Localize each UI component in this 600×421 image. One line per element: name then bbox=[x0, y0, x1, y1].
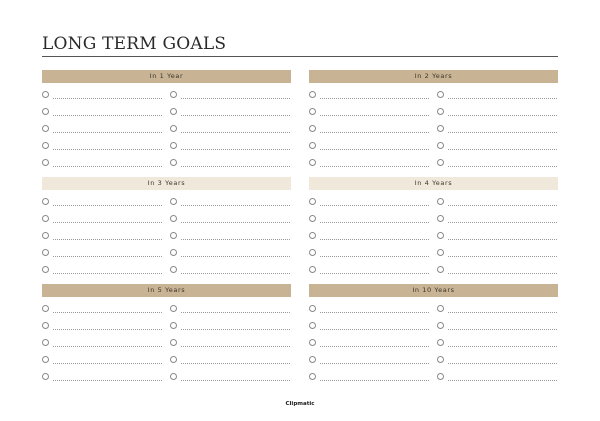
goal-rows bbox=[309, 88, 558, 173]
goal-write-line[interactable] bbox=[320, 363, 429, 364]
goal-checkbox[interactable] bbox=[309, 91, 316, 98]
section-header: In 1 Year bbox=[42, 70, 291, 83]
goal-write-line[interactable] bbox=[320, 205, 429, 206]
goal-write-line[interactable] bbox=[448, 256, 557, 257]
goal-checkbox[interactable] bbox=[309, 142, 316, 149]
goal-checkbox[interactable] bbox=[170, 142, 177, 149]
goal-write-line[interactable] bbox=[320, 380, 429, 381]
goal-checkbox[interactable] bbox=[437, 339, 444, 346]
goal-item bbox=[437, 229, 557, 246]
goal-checkbox[interactable] bbox=[309, 339, 316, 346]
goal-section-in-3-years bbox=[42, 177, 291, 280]
goal-item bbox=[170, 246, 290, 263]
goal-write-line[interactable] bbox=[448, 346, 557, 347]
goal-checkbox[interactable] bbox=[42, 373, 49, 380]
goal-item bbox=[42, 370, 162, 387]
goal-checkbox[interactable] bbox=[170, 305, 177, 312]
goal-write-line[interactable] bbox=[448, 132, 557, 133]
goal-write-line[interactable] bbox=[448, 98, 557, 99]
goal-write-line[interactable] bbox=[448, 115, 557, 116]
goal-item bbox=[309, 229, 429, 246]
goal-write-line[interactable] bbox=[181, 256, 290, 257]
goal-item bbox=[170, 212, 290, 229]
goal-checkbox[interactable] bbox=[170, 198, 177, 205]
goal-checkbox[interactable] bbox=[437, 266, 444, 273]
goal-item bbox=[42, 105, 162, 122]
goal-write-line[interactable] bbox=[53, 166, 162, 167]
goal-write-line[interactable] bbox=[53, 132, 162, 133]
goal-item bbox=[437, 122, 557, 139]
goal-item bbox=[170, 353, 290, 370]
goal-column bbox=[170, 302, 290, 387]
goal-item bbox=[42, 139, 162, 156]
goal-item bbox=[42, 319, 162, 336]
goal-item bbox=[170, 263, 290, 280]
section-header: In 3 Years bbox=[42, 177, 291, 190]
goal-item bbox=[437, 139, 557, 156]
goal-checkbox[interactable] bbox=[42, 108, 49, 115]
goal-checkbox[interactable] bbox=[437, 159, 444, 166]
goal-write-line[interactable] bbox=[320, 98, 429, 99]
page-title: LONG TERM GOALS bbox=[42, 34, 227, 54]
goal-write-line[interactable] bbox=[448, 273, 557, 274]
goal-write-line[interactable] bbox=[53, 312, 162, 313]
goal-item bbox=[42, 212, 162, 229]
goal-checkbox[interactable] bbox=[42, 266, 49, 273]
goal-write-line[interactable] bbox=[181, 115, 290, 116]
goal-column bbox=[437, 302, 557, 387]
goal-item bbox=[437, 370, 557, 387]
goal-checkbox[interactable] bbox=[170, 322, 177, 329]
goal-checkbox[interactable] bbox=[309, 159, 316, 166]
goal-write-line[interactable] bbox=[53, 98, 162, 99]
goal-item bbox=[170, 336, 290, 353]
goal-write-line[interactable] bbox=[181, 273, 290, 274]
goal-item bbox=[42, 229, 162, 246]
goal-checkbox[interactable] bbox=[309, 356, 316, 363]
goal-column bbox=[437, 88, 557, 173]
goal-column bbox=[42, 302, 162, 387]
goal-write-line[interactable] bbox=[53, 115, 162, 116]
goal-column bbox=[42, 88, 162, 173]
goal-checkbox[interactable] bbox=[170, 339, 177, 346]
brand-logo: Clipmatic bbox=[285, 401, 315, 407]
goal-checkbox[interactable] bbox=[170, 249, 177, 256]
goal-item bbox=[170, 229, 290, 246]
goal-write-line[interactable] bbox=[181, 205, 290, 206]
goal-checkbox[interactable] bbox=[170, 125, 177, 132]
goal-write-line[interactable] bbox=[181, 149, 290, 150]
goal-item bbox=[42, 195, 162, 212]
goal-checkbox[interactable] bbox=[42, 142, 49, 149]
goal-checkbox[interactable] bbox=[437, 232, 444, 239]
goal-write-line[interactable] bbox=[320, 273, 429, 274]
goal-write-line[interactable] bbox=[320, 222, 429, 223]
goal-item bbox=[437, 353, 557, 370]
goal-checkbox[interactable] bbox=[437, 108, 444, 115]
title-divider bbox=[42, 56, 558, 57]
goal-checkbox[interactable] bbox=[437, 198, 444, 205]
goal-checkbox[interactable] bbox=[309, 373, 316, 380]
goal-item bbox=[309, 88, 429, 105]
goal-section-in-1-year bbox=[42, 70, 291, 173]
goal-item bbox=[437, 195, 557, 212]
goal-column bbox=[437, 195, 557, 280]
goal-section-in-5-years bbox=[42, 284, 291, 387]
goal-checkbox[interactable] bbox=[170, 356, 177, 363]
goal-item bbox=[42, 122, 162, 139]
goal-checkbox[interactable] bbox=[437, 215, 444, 222]
goal-write-line[interactable] bbox=[53, 329, 162, 330]
goal-write-line[interactable] bbox=[181, 98, 290, 99]
goal-checkbox[interactable] bbox=[42, 198, 49, 205]
goal-item bbox=[309, 156, 429, 173]
goal-write-line[interactable] bbox=[320, 329, 429, 330]
goal-write-line[interactable] bbox=[448, 149, 557, 150]
goal-checkbox[interactable] bbox=[437, 91, 444, 98]
goal-checkbox[interactable] bbox=[42, 305, 49, 312]
goal-write-line[interactable] bbox=[53, 239, 162, 240]
goal-checkbox[interactable] bbox=[309, 305, 316, 312]
goal-item bbox=[170, 195, 290, 212]
section-header: In 5 Years bbox=[42, 284, 291, 297]
goal-checkbox[interactable] bbox=[309, 215, 316, 222]
goal-item bbox=[42, 246, 162, 263]
goal-write-line[interactable] bbox=[320, 346, 429, 347]
goal-item bbox=[309, 139, 429, 156]
goal-write-line[interactable] bbox=[181, 222, 290, 223]
goal-item bbox=[309, 370, 429, 387]
goal-checkbox[interactable] bbox=[437, 356, 444, 363]
goal-checkbox[interactable] bbox=[309, 266, 316, 273]
goal-write-line[interactable] bbox=[53, 380, 162, 381]
goal-section-in-10-years bbox=[309, 284, 558, 387]
goal-item bbox=[170, 105, 290, 122]
goal-rows bbox=[42, 195, 291, 280]
goal-write-line[interactable] bbox=[448, 380, 557, 381]
goal-checkbox[interactable] bbox=[42, 125, 49, 132]
goal-checkbox[interactable] bbox=[42, 159, 49, 166]
goal-write-line[interactable] bbox=[448, 205, 557, 206]
goal-write-line[interactable] bbox=[53, 149, 162, 150]
goal-checkbox[interactable] bbox=[437, 305, 444, 312]
goal-write-line[interactable] bbox=[181, 132, 290, 133]
goal-write-line[interactable] bbox=[181, 239, 290, 240]
goal-checkbox[interactable] bbox=[170, 215, 177, 222]
goal-write-line[interactable] bbox=[448, 363, 557, 364]
goal-write-line[interactable] bbox=[320, 149, 429, 150]
goal-item bbox=[309, 212, 429, 229]
goal-checkbox[interactable] bbox=[42, 249, 49, 256]
goal-column bbox=[309, 302, 429, 387]
goal-checkbox[interactable] bbox=[42, 215, 49, 222]
goal-checkbox[interactable] bbox=[42, 322, 49, 329]
goal-item bbox=[42, 88, 162, 105]
goal-item bbox=[170, 370, 290, 387]
goal-column bbox=[309, 88, 429, 173]
goal-item bbox=[309, 195, 429, 212]
goal-column bbox=[42, 195, 162, 280]
goal-write-line[interactable] bbox=[320, 239, 429, 240]
goal-column bbox=[309, 195, 429, 280]
goal-checkbox[interactable] bbox=[437, 373, 444, 380]
goal-item bbox=[42, 263, 162, 280]
goal-item bbox=[437, 156, 557, 173]
goal-checkbox[interactable] bbox=[42, 91, 49, 98]
goal-checkbox[interactable] bbox=[170, 108, 177, 115]
goal-write-line[interactable] bbox=[53, 205, 162, 206]
goal-write-line[interactable] bbox=[448, 222, 557, 223]
goal-item bbox=[437, 302, 557, 319]
goal-item bbox=[437, 319, 557, 336]
goal-checkbox[interactable] bbox=[309, 249, 316, 256]
goal-write-line[interactable] bbox=[320, 256, 429, 257]
goal-checkbox[interactable] bbox=[309, 322, 316, 329]
goal-checkbox[interactable] bbox=[437, 142, 444, 149]
goal-write-line[interactable] bbox=[181, 380, 290, 381]
goal-item bbox=[309, 336, 429, 353]
goal-column bbox=[170, 195, 290, 280]
goal-write-line[interactable] bbox=[53, 273, 162, 274]
goal-item bbox=[42, 353, 162, 370]
goal-checkbox[interactable] bbox=[170, 373, 177, 380]
goal-write-line[interactable] bbox=[320, 166, 429, 167]
goal-section-in-2-years bbox=[309, 70, 558, 173]
goal-item bbox=[170, 319, 290, 336]
goal-write-line[interactable] bbox=[320, 132, 429, 133]
goal-checkbox[interactable] bbox=[170, 266, 177, 273]
goal-item bbox=[309, 105, 429, 122]
goal-rows bbox=[309, 195, 558, 280]
goal-checkbox[interactable] bbox=[309, 198, 316, 205]
goal-item bbox=[309, 122, 429, 139]
goal-write-line[interactable] bbox=[53, 363, 162, 364]
goal-checkbox[interactable] bbox=[309, 108, 316, 115]
goal-write-line[interactable] bbox=[448, 166, 557, 167]
goal-item bbox=[170, 88, 290, 105]
goal-item bbox=[309, 319, 429, 336]
goal-write-line[interactable] bbox=[53, 256, 162, 257]
goal-checkbox[interactable] bbox=[42, 356, 49, 363]
goal-checkbox[interactable] bbox=[42, 232, 49, 239]
goal-write-line[interactable] bbox=[448, 312, 557, 313]
goal-item bbox=[170, 139, 290, 156]
goal-write-line[interactable] bbox=[320, 312, 429, 313]
goal-checkbox[interactable] bbox=[170, 91, 177, 98]
goal-item bbox=[42, 302, 162, 319]
goal-item bbox=[170, 302, 290, 319]
goal-rows bbox=[42, 88, 291, 173]
goal-write-line[interactable] bbox=[448, 239, 557, 240]
goal-item bbox=[170, 156, 290, 173]
goal-write-line[interactable] bbox=[181, 312, 290, 313]
goal-checkbox[interactable] bbox=[309, 232, 316, 239]
goal-column bbox=[170, 88, 290, 173]
goal-write-line[interactable] bbox=[181, 363, 290, 364]
goal-checkbox[interactable] bbox=[170, 232, 177, 239]
goal-item bbox=[309, 302, 429, 319]
goal-write-line[interactable] bbox=[53, 346, 162, 347]
goal-checkbox[interactable] bbox=[437, 322, 444, 329]
goal-item bbox=[437, 212, 557, 229]
goal-item bbox=[437, 88, 557, 105]
goal-item bbox=[309, 353, 429, 370]
goal-item bbox=[437, 105, 557, 122]
goal-rows bbox=[309, 302, 558, 387]
goal-write-line[interactable] bbox=[448, 329, 557, 330]
goal-write-line[interactable] bbox=[53, 222, 162, 223]
goal-item bbox=[309, 263, 429, 280]
goal-item bbox=[437, 263, 557, 280]
goal-write-line[interactable] bbox=[320, 115, 429, 116]
goal-item bbox=[42, 156, 162, 173]
goal-checkbox[interactable] bbox=[309, 125, 316, 132]
goal-checkbox[interactable] bbox=[437, 125, 444, 132]
section-header: In 4 Years bbox=[309, 177, 558, 190]
goal-rows bbox=[42, 302, 291, 387]
goal-item bbox=[42, 336, 162, 353]
goal-checkbox[interactable] bbox=[170, 159, 177, 166]
goal-write-line[interactable] bbox=[181, 346, 290, 347]
goal-item bbox=[309, 246, 429, 263]
goal-checkbox[interactable] bbox=[437, 249, 444, 256]
goal-write-line[interactable] bbox=[181, 329, 290, 330]
goal-item bbox=[170, 122, 290, 139]
goal-item bbox=[437, 336, 557, 353]
section-header: In 10 Years bbox=[309, 284, 558, 297]
goal-write-line[interactable] bbox=[181, 166, 290, 167]
goal-section-in-4-years bbox=[309, 177, 558, 280]
section-header: In 2 Years bbox=[309, 70, 558, 83]
goal-item bbox=[437, 246, 557, 263]
goal-checkbox[interactable] bbox=[42, 339, 49, 346]
